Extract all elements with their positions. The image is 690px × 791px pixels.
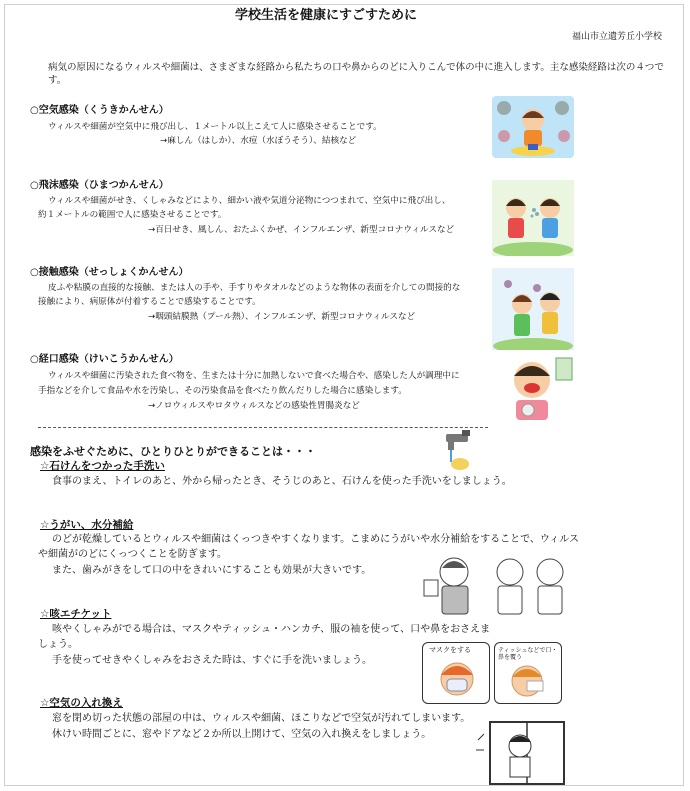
route-text-airborne-1: ウィルスや細菌が空気中に飛び出し、１メートル以上こえて人に感染させることです。 (48, 122, 382, 132)
route-text-contact-1: 皮ふや粘膜の直接的な接触、または人の手や、手すりやタオルなどのような物体の表面を介しての間接的な (48, 283, 461, 293)
oral-illustration (498, 354, 574, 424)
route-examples-oral: →ノロウィルスやロタウィルスなどの感染性胃腸炎など (148, 401, 360, 411)
prevention-title-gargle: ☆うがい、水分補給 (40, 519, 134, 531)
route-text-contact-2: 接触により、病原体が付着することで感染することです。 (38, 297, 261, 307)
droplet-illustration (492, 180, 574, 256)
route-text-oral-1: ウィルスや細菌に汚染された食べ物を、生または十分に加熱しないで食べた場合や、感染した人が調理中に (48, 371, 460, 381)
page-title: 学校生活を健康にすごすために (235, 8, 418, 23)
route-examples-airborne: →麻しん（はしか）、水痘（水ぼうそう）、結核など (160, 136, 357, 146)
route-text-oral-2: 手指などを介して食品や水を汚染し、その汚染食品を食べたり飲んだりした場合に感染します。 (38, 386, 407, 396)
mask-card (422, 642, 490, 704)
prevention-text-cough-3: 手を使ってせきやくしゃみをおさえた時は、すぐに手を洗いましょう。 (52, 655, 372, 666)
prevention-text-gargle-3: また、歯みがきをして口の中をきれいにすることも効果が大きいです。 (52, 565, 372, 576)
mask-sign-text: マスクをする (429, 646, 471, 654)
prevention-title-handwash: ☆石けんをつかった手洗い (40, 460, 165, 472)
tissue-sign-text: ティッシュなどで口・鼻を覆う (498, 647, 558, 661)
route-text-droplet-1: ウィルスや細菌がせき、くしゃみなどにより、細かい液や気道分泌物につつまれて、空気中に飛び出し、 (48, 196, 451, 206)
tissue-face-icon (509, 663, 549, 699)
school-name: 福山市立遺芳丘小学校 (571, 32, 662, 42)
prevention-text-ventilation-2: 休けい時間ごとに、窓やドアなど２か所以上開けて、空気の入れ換えをしましょう。 (52, 729, 432, 740)
contact-illustration (492, 268, 574, 350)
prevention-text-cough-2: しょう。 (38, 639, 78, 650)
prevention-text-handwash-1: 食事のまえ、トイレのあと、外から帰ったとき、そうじのあと、石けんを使った手洗いをしましょう。 (52, 476, 512, 487)
route-heading-droplet: ○飛沫感染（ひまつかんせん） (30, 180, 169, 191)
route-heading-oral: ○経口感染（けいこうかんせん） (30, 354, 179, 365)
window-illustration (472, 720, 568, 786)
gargle-illustration (414, 550, 574, 616)
route-examples-droplet: →百日せき、風しん、おたふくかぜ、インフルエンザ、新型コロナウィルスなど (148, 225, 455, 235)
route-examples-contact: →咽頭結膜熱（プール熱）、インフルエンザ、新型コロナウィルスなど (148, 312, 416, 322)
prevention-text-ventilation-1: 窓を閉め切った状態の部屋の中は、ウィルスや細菌、ほこりなどで空気が汚れてしまいます。 (52, 713, 471, 724)
intro-paragraph: 病気の原因になるウィルスや細菌は、さまざまな経路から私たちの口や鼻からのどに入りこんで体の中に進入します。主な感染経路は次の４つです。 (48, 62, 664, 86)
mask-face-icon (437, 659, 477, 699)
prevention-text-gargle-2: や細菌がのどにくっつくことを防ぎます。 (38, 549, 227, 560)
route-heading-contact: ○接触感染（せっしょくかんせん） (30, 267, 189, 278)
prevention-heading: 感染をふせぐために、ひとりひとりができることは・・・ (30, 445, 316, 458)
tissue-card (494, 642, 562, 704)
prevention-title-ventilation: ☆空気の入れ換え (40, 697, 123, 709)
prevention-text-cough-1: 咳やくしゃみがでる場合は、マスクやティッシュ・ハンカチ、服の袖を使って、口や鼻をおさえま (52, 624, 491, 635)
divider-line (38, 427, 488, 428)
prevention-title-cough: ☆咳エチケット (40, 608, 112, 620)
faucet-illustration (440, 428, 480, 472)
prevention-text-gargle-1: のどが乾燥しているとウィルスや細菌はくっつきやすくなります。こまめにうがいや水分補給をすることで、ウィルス (52, 534, 579, 545)
route-text-droplet-2: 約１メートルの範囲で人に感染させることです。 (38, 210, 227, 220)
route-heading-airborne: ○空気感染（くうきかんせん） (30, 105, 169, 116)
airborne-illustration (492, 96, 574, 158)
